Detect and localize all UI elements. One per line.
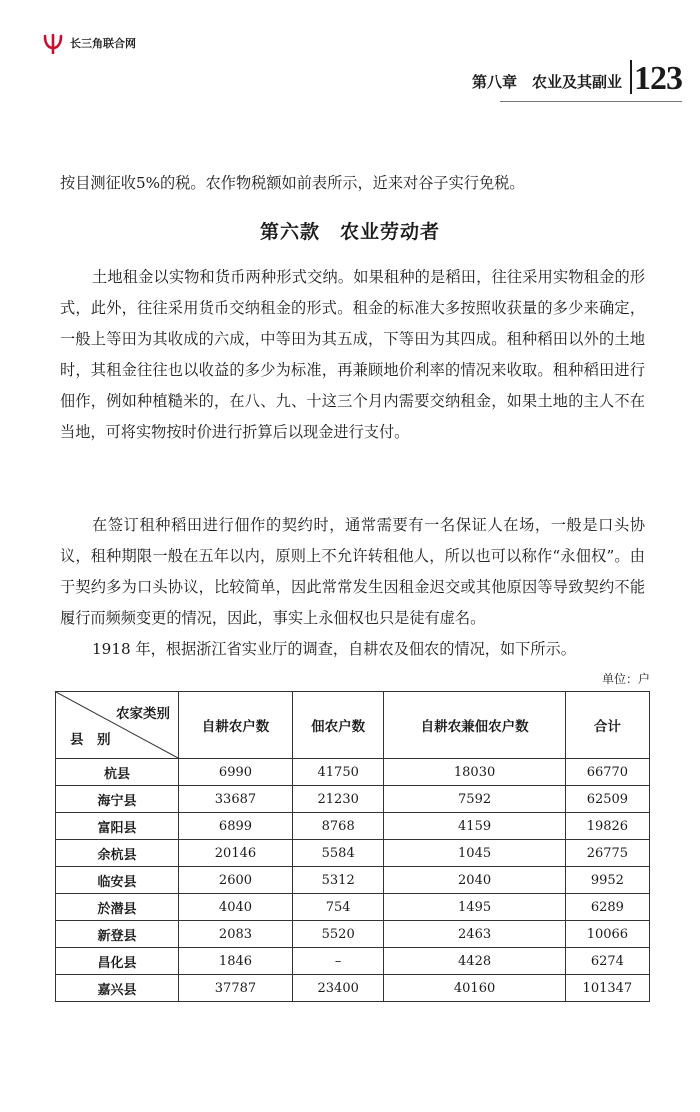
table-row xyxy=(56,921,650,948)
table-unit: 单位：户 xyxy=(601,672,650,686)
cell-total: 6289 xyxy=(565,894,649,921)
section-title: 第六款 农业劳动者 xyxy=(259,221,440,243)
table-row xyxy=(56,975,650,1002)
header-tenant: 佃农户数 xyxy=(292,692,383,759)
cell-mixed: 40160 xyxy=(384,975,565,1002)
cell-tenant: 23400 xyxy=(292,975,383,1002)
site-logo xyxy=(42,32,136,54)
cell-tenant: – xyxy=(292,948,383,975)
table-row xyxy=(56,813,650,840)
cell-county: 昌化县 xyxy=(56,948,179,975)
paragraph-2: 在签订租种稻田进行佃作的契约时，通常需要有一名保证人在场，一般是口头协议，租种期限一般在五年以内，原则上不允许转租他人，所以也可以称作“永佃权”。由于契约多为口头协议，比较简单，因此常常发生因租金迟交或其他原因等导致契约不能履行而频频变更的情况，因此，事实上永佃权也只是徒有虚名。 xyxy=(60,516,645,627)
cell-owner: 20146 xyxy=(179,840,293,867)
cell-total: 62509 xyxy=(565,786,649,813)
table-row xyxy=(56,894,650,921)
cell-total: 10066 xyxy=(565,921,649,948)
cell-county: 富阳县 xyxy=(56,813,179,840)
cell-mixed: 4159 xyxy=(384,813,565,840)
cell-county: 嘉兴县 xyxy=(56,975,179,1002)
header-rule xyxy=(500,101,682,102)
logo-text: 长三角联合网 xyxy=(70,37,136,50)
cell-owner: 6899 xyxy=(179,813,293,840)
table-row xyxy=(56,786,650,813)
cell-tenant: 5584 xyxy=(292,840,383,867)
cell-total: 26775 xyxy=(565,840,649,867)
cell-mixed: 7592 xyxy=(384,786,565,813)
chapter-title: 第八章 农业及其副业 xyxy=(471,73,622,91)
table-row xyxy=(56,759,650,786)
cell-tenant: 754 xyxy=(292,894,383,921)
logo-icon xyxy=(42,32,64,54)
table-row xyxy=(56,867,650,894)
cell-tenant: 5312 xyxy=(292,867,383,894)
cell-total: 9952 xyxy=(565,867,649,894)
cell-mixed: 1495 xyxy=(384,894,565,921)
cell-owner: 1846 xyxy=(179,948,293,975)
cell-mixed: 18030 xyxy=(384,759,565,786)
table-body xyxy=(56,759,650,1002)
farmer-table xyxy=(55,691,650,1002)
cell-total: 6274 xyxy=(565,948,649,975)
header-owner: 自耕农户数 xyxy=(179,692,293,759)
cell-county: 於潜县 xyxy=(56,894,179,921)
cell-total: 19826 xyxy=(565,813,649,840)
cell-tenant: 41750 xyxy=(292,759,383,786)
page-number: 123 xyxy=(634,60,682,97)
cell-owner: 2600 xyxy=(179,867,293,894)
cell-county: 临安县 xyxy=(56,867,179,894)
cell-owner: 6990 xyxy=(179,759,293,786)
cell-tenant: 8768 xyxy=(292,813,383,840)
cell-mixed: 1045 xyxy=(384,840,565,867)
table-row xyxy=(56,948,650,975)
table-header-row xyxy=(56,692,650,759)
cell-owner: 2083 xyxy=(179,921,293,948)
paragraph-3: 1918 年，根据浙江省实业厅的调查，自耕农及佃农的情况，如下所示。 xyxy=(92,640,576,658)
header-mixed: 自耕农兼佃农户数 xyxy=(384,692,565,759)
corner-bottom-label: 县 别 xyxy=(70,732,111,748)
cell-mixed: 4428 xyxy=(384,948,565,975)
paragraph-1: 土地租金以实物和货币两种形式交纳。如果租种的是稻田，往往采用实物租金的形式，此外，往往采用货币交纳租金的形式。租金的标准大多按照收获量的多少来确定，一般上等田为其收成的六成，中等田为其五成，下等田为其四成。租种稻田以外的土地时，其租金往往也以收益的多少为标准，再兼顾地价利率的情况来收取。租种稻田进行佃作，例如种植糙米的，在八、九、十这三个月内需要交纳租金，如果土地的主人不在当地，可将实物按时价进行折算后以现金进行支付。 xyxy=(60,268,645,441)
page-number-rule xyxy=(630,60,632,94)
paragraph-0: 按目测征收5%的税。农作物税额如前表所示，近来对谷子实行免税。 xyxy=(60,174,525,192)
cell-county: 海宁县 xyxy=(56,786,179,813)
cell-mixed: 2463 xyxy=(384,921,565,948)
cell-owner: 33687 xyxy=(179,786,293,813)
corner-top-label: 农家类别 xyxy=(116,706,170,722)
header-total: 合计 xyxy=(565,692,649,759)
cell-county: 新登县 xyxy=(56,921,179,948)
cell-tenant: 21230 xyxy=(292,786,383,813)
table-row xyxy=(56,840,650,867)
cell-owner: 4040 xyxy=(179,894,293,921)
cell-county: 杭县 xyxy=(56,759,179,786)
cell-tenant: 5520 xyxy=(292,921,383,948)
corner-header xyxy=(56,692,179,759)
running-head xyxy=(471,60,682,97)
cell-owner: 37787 xyxy=(179,975,293,1002)
cell-mixed: 2040 xyxy=(384,867,565,894)
cell-total: 101347 xyxy=(565,975,649,1002)
cell-county: 余杭县 xyxy=(56,840,179,867)
cell-total: 66770 xyxy=(565,759,649,786)
